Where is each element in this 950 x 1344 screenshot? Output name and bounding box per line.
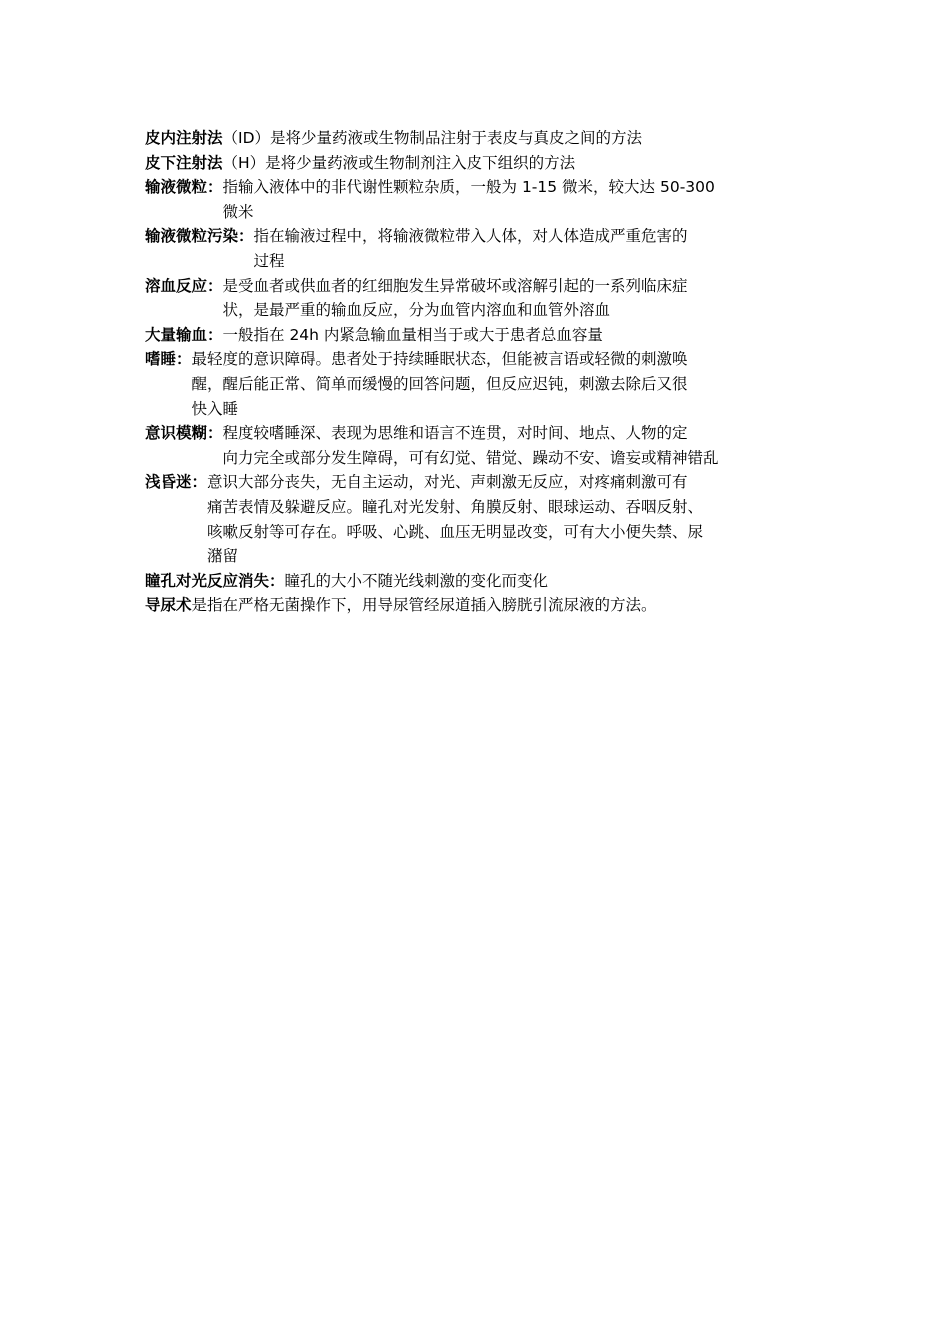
glossary-term: 大量输血： [145,325,223,344]
glossary-term: 导尿术 [145,596,192,615]
glossary-definition [223,151,576,176]
glossary-definition [254,224,688,273]
definition-line: （H）是将少量药液或生物制剂注入皮下组织的方法 [222,153,576,172]
glossary-term: 输液微粒污染： [145,227,254,246]
definition-line: 指输入液体中的非代谢性颗粒杂质，一般为 1-15 微米，较大达 50-300 [222,178,715,197]
glossary-entry [145,593,775,618]
glossary-term: 皮下注射法 [145,153,223,172]
glossary-term: 溶血反应： [145,276,223,295]
glossary-entry [145,323,775,348]
glossary-entry [145,224,775,273]
glossary-content [145,126,775,618]
definition-line: 咳嗽反射等可存在。呼吸、心跳、血压无明显改变，可有大小便失禁、尿 [207,522,704,541]
glossary-definition [285,569,549,594]
glossary-term: 输液微粒： [145,178,223,197]
glossary-definition [223,421,719,470]
glossary-entry [145,175,775,224]
glossary-definition [223,175,715,224]
definition-line: 一般指在 24h 内紧急输血量相当于或大于患者总血容量 [222,325,603,344]
glossary-definition [223,323,603,348]
glossary-term: 浅昏迷： [145,473,208,492]
glossary-term: 瞳孔对光反应消失： [145,571,285,590]
glossary-definition [192,347,688,421]
glossary-entry [145,151,775,176]
definition-line: 潴留 [207,547,239,566]
glossary-entry [145,274,775,323]
definition-line: 指在输液过程中，将输液微粒带入人体，对人体造成严重危害的 [253,227,688,246]
glossary-term: 嗜睡： [145,350,192,369]
definition-line: 微米 [222,202,254,221]
glossary-entry [145,421,775,470]
glossary-term: 意识模糊： [145,424,223,443]
definition-line: 过程 [253,251,285,270]
glossary-entry [145,470,775,568]
definition-line: 是受血者或供血者的红细胞发生异常破坏或溶解引起的一系列临床症 [222,276,688,295]
definition-line: 意识大部分丧失，无自主运动，对光、声刺激无反应，对疼痛刺激可有 [207,473,688,492]
definition-line: 状，是最严重的输血反应，分为血管内溶血和血管外溶血 [222,301,611,320]
glossary-definition [223,126,643,151]
glossary-definition [192,593,657,618]
definition-line: 痛苦表情及躲避反应。瞳孔对光发射、角膜反射、眼球运动、吞咽反射、 [207,497,704,516]
definition-line: 是指在严格无菌操作下，用导尿管经尿道插入膀胱引流尿液的方法。 [191,596,657,615]
glossary-definition [223,274,688,323]
glossary-entry [145,126,775,151]
glossary-term: 皮内注射法 [145,129,223,147]
glossary-entry [145,347,775,421]
glossary-definition [207,470,703,568]
glossary-entry [145,569,775,594]
definition-line: 快入睡 [191,399,239,418]
definition-line: 醒，醒后能正常、简单而缓慢的回答问题，但反应迟钝，刺激去除后又很 [191,374,688,393]
definition-line: 瞳孔的大小不随光线刺激的变化而变化 [284,571,549,590]
definition-line: 向力完全或部分发生障碍，可有幻觉、错觉、躁动不安、谵妄或精神错乱 [222,448,719,467]
definition-line: 最轻度的意识障碍。患者处于持续睡眠状态，但能被言语或轻微的刺激唤 [191,350,688,369]
definition-line: （ID）是将少量药液或生物制品注射于表皮与真皮之间的方法 [222,129,643,147]
definition-line: 程度较嗜睡深、表现为思维和语言不连贯，对时间、地点、人物的定 [222,424,688,443]
